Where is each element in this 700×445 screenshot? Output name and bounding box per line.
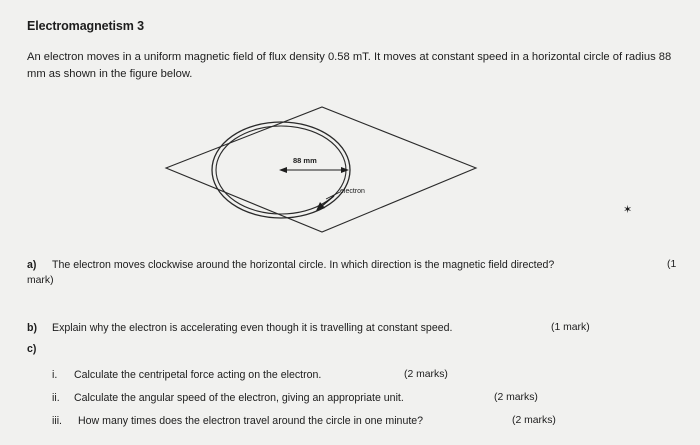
question-b-text: Explain why the electron is accelerating even though it is travelling at constant speed. (52, 322, 453, 334)
question-b-label: b) (27, 322, 37, 334)
question-c-part-number: i. (52, 369, 58, 381)
question-c-part-marks: (2 marks) (512, 415, 556, 426)
question-b-marks: (1 mark) (551, 322, 590, 333)
question-c-part-number: iii. (52, 415, 63, 427)
question-c-part-text: Calculate the angular speed of the electron, giving an appropriate unit. (74, 392, 404, 404)
question-a-text: The electron moves clockwise around the horizontal circle. In which direction is the magnetic field directed? (52, 259, 555, 271)
worksheet-title: Electromagnetism 3 (27, 19, 144, 33)
question-a-marks-end: mark) (27, 275, 54, 286)
question-c-part-number: ii. (52, 392, 60, 404)
question-c-part-text: Calculate the centripetal force acting on the electron. (74, 369, 322, 381)
question-c-part-marks: (2 marks) (404, 369, 448, 380)
question-a-label: a) (27, 259, 37, 271)
radius-arrowhead-right (341, 167, 349, 173)
question-c-label: c) (27, 343, 37, 355)
stray-mark: ✶ (623, 204, 633, 216)
radius-arrowhead-left (279, 167, 287, 173)
intro-paragraph: An electron moves in a uniform magnetic field of flux density 0.58 mT. It moves at constant speed in a horizontal circle of radius 88 mm as shown in the figure below. (27, 51, 672, 80)
radius-label: 88 mm (293, 156, 317, 165)
electron-label: electron (340, 188, 365, 195)
question-a-marks-start: (1 (667, 259, 677, 270)
question-c-part-marks: (2 marks) (494, 392, 538, 403)
question-c-part-text: How many times does the electron travel around the circle in one minute? (78, 415, 424, 427)
